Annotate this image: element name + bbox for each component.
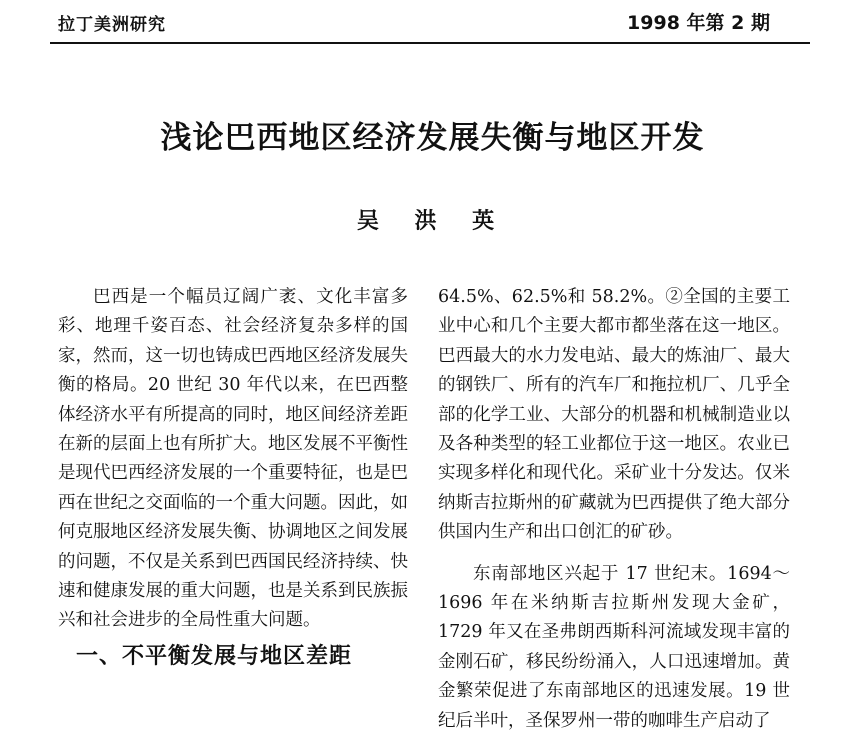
issue-label: 1998 年第 2 期 xyxy=(627,12,770,34)
header-rule xyxy=(50,42,810,44)
right-paragraph-2: 东南部地区兴起于 17 世纪末。1694～1696 年在米纳斯吉拉斯州发现大金矿，1729 年又在圣弗朗西斯科河流域发现丰富的金刚石矿，移民纷纷涌入，人口迅速增加。黄金繁荣促进了东南部地区的迅速发展。19 世纪后半叶，圣保罗州一带的咖啡生产启动了 xyxy=(438,563,790,731)
right-paragraph-1: 64.5%、62.5%和 58.2%。②全国的主要工业中心和几个主要大都市都坐落在这一地区。巴西最大的水力发电站、最大的炼油厂、最大的钢铁厂、所有的汽车厂和拖拉机厂、几乎全部的化学工业、大部分的机器和机械制造业以及各种类型的轻工业都位于这一地区。农业已实现多样化和现代化。采矿业十分发达。仅米纳斯吉拉斯州的矿藏就为巴西提供了绝大部分供国内生产和出口创汇的矿砂。 xyxy=(438,287,790,543)
section-heading: 一、不平衡发展与地区差距 xyxy=(76,644,353,669)
right-column xyxy=(438,283,790,736)
intro-paragraph: 巴西是一个幅员辽阔广袤、文化丰富多彩、地理千姿百态、社会经济复杂多样的国家，然而，这一切也铸成巴西地区经济发展失衡的格局。20 世纪 30 年代以来，在巴西整体经济水平有所提高的同时，地区间经济差距在新的层面上也有所扩大。地区发展不平衡性是现代巴西经济发展的一个重要特征，也是巴西在世纪之交面临的一个重大问题。因此，如何克服地区经济发展失衡、协调地区之间发展的问题，不仅是关系到巴西国民经济持续、快速和健康发展的重大问题，也是关系到民族振兴和社会进步的全局性重大问题。 xyxy=(58,287,408,631)
journal-name: 拉丁美洲研究 xyxy=(58,15,166,35)
left-column xyxy=(58,283,408,636)
article-author: 吴 洪 英 xyxy=(356,209,509,234)
article-title: 浅论巴西地区经济发展失衡与地区开发 xyxy=(160,120,705,156)
